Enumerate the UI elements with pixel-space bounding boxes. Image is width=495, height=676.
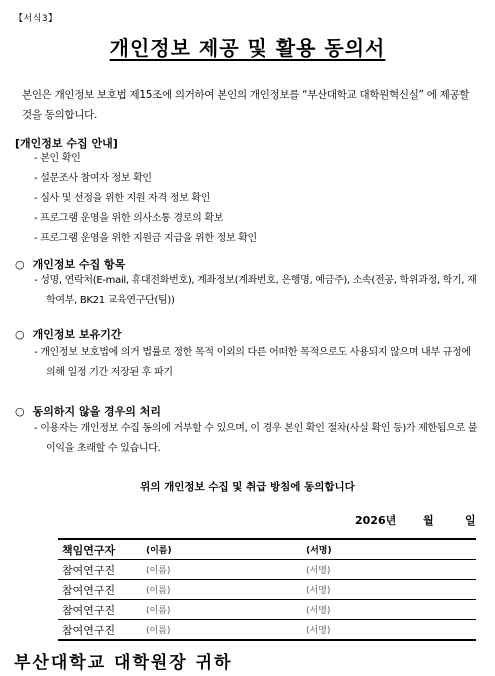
- guide-list: [34, 149, 482, 249]
- section-heading-text: 개인정보 보유기간: [32, 328, 122, 341]
- section-heading-items: [15, 256, 125, 272]
- signature-field[interactable]: (서명): [302, 620, 476, 641]
- signature-field[interactable]: (서명): [302, 600, 476, 620]
- role-cell: 책임연구자: [58, 539, 142, 560]
- title-text: 개인정보 제공 및 활용 동의서: [109, 36, 386, 60]
- list-item: - 설문조사 참여자 정보 확인: [34, 169, 482, 189]
- signature-table: [58, 538, 476, 641]
- consent-statement: 위의 개인정보 수집 및 취급 방침에 동의합니다: [140, 481, 355, 493]
- list-item: - 성명, 연락처(E-mail, 휴대전화번호), 계좌정보(계좌번호, 은행명, 예금주), 소속(전공, 학위과정, 학기, 재학여부, BK21 교육연구단(팀)): [34, 271, 482, 311]
- role-cell: 참여연구진: [58, 580, 142, 600]
- form-number-tag: 【서식3】: [14, 14, 58, 24]
- date-day[interactable]: 일: [465, 514, 476, 527]
- table-row: [58, 600, 476, 620]
- list-item: - 심사 및 선정을 위한 지원 자격 정보 확인: [34, 189, 482, 209]
- circle-bullet-icon: ○: [15, 328, 25, 341]
- role-cell: 참여연구진: [58, 560, 142, 580]
- retention-list: [34, 343, 482, 383]
- signature-field[interactable]: (서명): [302, 539, 476, 560]
- section-heading-retention: [15, 326, 121, 342]
- page-title: [0, 32, 495, 61]
- name-field[interactable]: (이름): [142, 580, 302, 600]
- list-item: - 이용자는 개인정보 수집 동의에 거부할 수 있으며, 이 경우 본인 확인 절차(사실 확인 등)가 제한됨으로 불이익을 초래할 수 있습니다.: [34, 419, 482, 459]
- list-item: - 본인 확인: [34, 149, 482, 169]
- name-field[interactable]: (이름): [142, 600, 302, 620]
- table-row: [58, 560, 476, 580]
- name-field[interactable]: (이름): [142, 620, 302, 641]
- section-heading-text: 동의하지 않을 경우의 처리: [32, 405, 161, 418]
- list-item: - 프로그램 운영을 위한 의사소통 경로의 확보: [34, 209, 482, 229]
- list-item: - 개인정보 보호법에 의거 법률로 정한 목적 이외의 다른 어떠한 목적으로도 사용되지 않으며 내부 규정에 의해 일정 기간 저장된 후 파기: [34, 343, 482, 383]
- signature-field[interactable]: (서명): [302, 560, 476, 580]
- date-year[interactable]: 2026년: [355, 514, 397, 527]
- role-cell: 참여연구진: [58, 620, 142, 641]
- intro-paragraph: 본인은 개인정보 보호법 제15조에 의거하여 본인의 개인정보를 “부산대학교 대학원혁신실” 에 제공할 것을 동의합니다.: [22, 89, 470, 121]
- circle-bullet-icon: ○: [15, 405, 25, 418]
- section-heading-guide: [개인정보 수집 안내]: [15, 137, 118, 150]
- refusal-list: [34, 419, 482, 459]
- name-field[interactable]: (이름): [142, 539, 302, 560]
- section-heading-refusal: [15, 403, 161, 419]
- list-item: - 프로그램 운영을 위한 지원금 지급을 위한 정보 확인: [34, 229, 482, 249]
- recipient-line: 부산대학교 대학원장 귀하: [14, 653, 233, 673]
- section-heading-text: 개인정보 수집 항목: [32, 258, 126, 271]
- name-field[interactable]: (이름): [142, 560, 302, 580]
- date-month[interactable]: 월: [423, 514, 434, 527]
- items-list: [34, 271, 482, 311]
- role-cell: 참여연구진: [58, 600, 142, 620]
- table-row: [58, 580, 476, 600]
- table-row: [58, 539, 476, 560]
- circle-bullet-icon: ○: [15, 258, 25, 271]
- signature-field[interactable]: (서명): [302, 580, 476, 600]
- table-row: [58, 620, 476, 641]
